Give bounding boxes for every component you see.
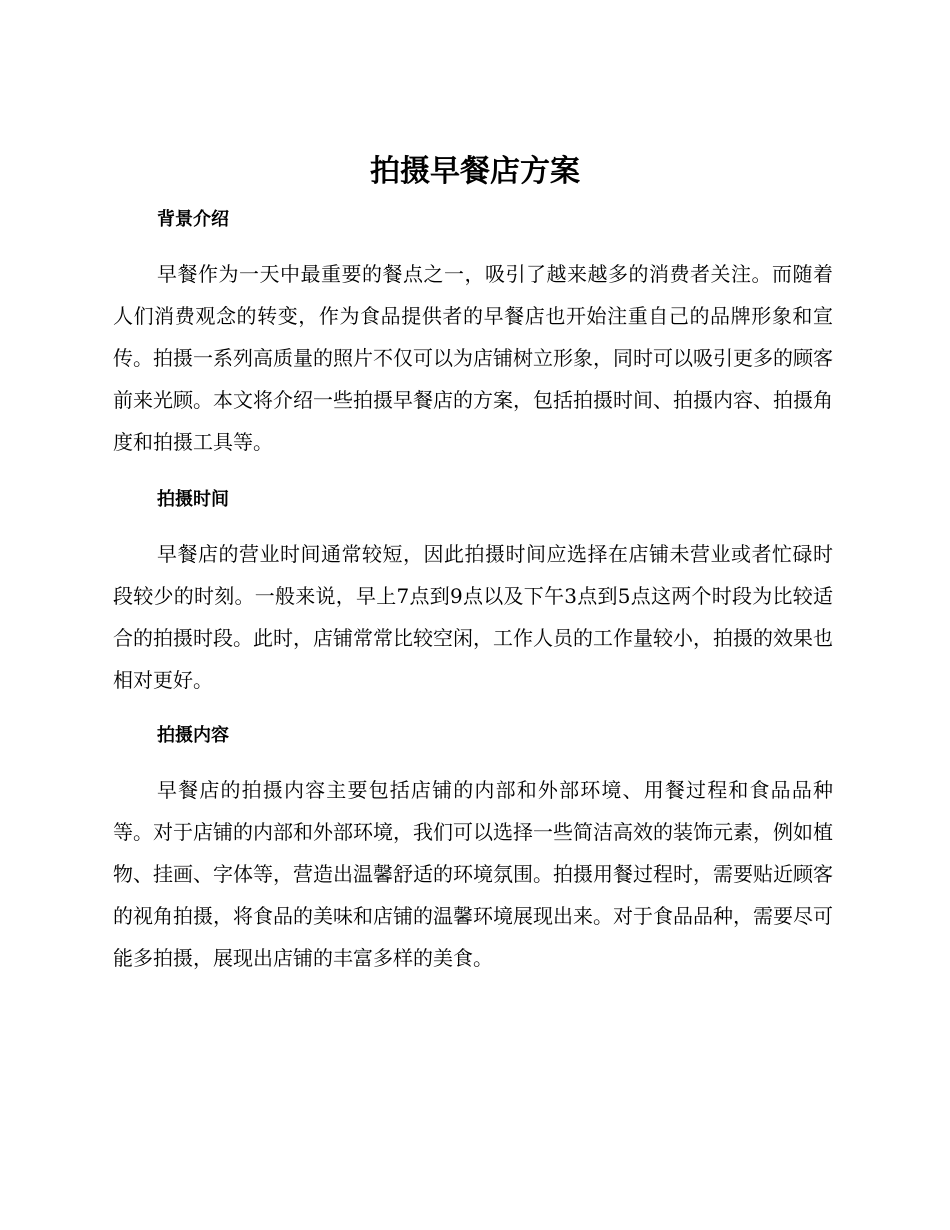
section-background — [113, 207, 833, 463]
section-paragraph: 早餐店的拍摄内容主要包括店铺的内部和外部环境、用餐过程和食品品种等。对于店铺的内部和外部环境，我们可以选择一些简洁高效的装饰元素，例如植物、挂画、字体等，营造出温馨舒适的环境氛围。拍摄用餐过程时，需要贴近顾客的视角拍摄，将食品的美味和店铺的温馨环境展现出来。对于食品品种，需要尽可能多拍摄，展现出店铺的丰富多样的美食。 — [113, 778, 833, 970]
section-paragraph: 早餐作为一天中最重要的餐点之一，吸引了越来越多的消费者关注。而随着人们消费观念的转变，作为食品提供者的早餐店也开始注重自己的品牌形象和宣传。拍摄一系列高质量的照片不仅可以为店铺树立形象，同时可以吸引更多的顾客前来光顾。本文将介绍一些拍摄早餐店的方案，包括拍摄时间、拍摄内容、拍摄角度和拍摄工具等。 — [113, 262, 833, 454]
document-title: 拍摄早餐店方案 — [370, 154, 580, 189]
section-heading: 背景介绍 — [157, 209, 229, 230]
section-paragraph: 早餐店的营业时间通常较短，因此拍摄时间应选择在店铺未营业或者忙碌时段较少的时刻。一般来说，早上7点到9点以及下午3点到5点这两个时段为比较适合的拍摄时段。此时，店铺常常比较空闲，工作人员的工作量较小，拍摄的效果也相对更好。 — [113, 542, 833, 692]
section-shooting-time — [113, 487, 833, 701]
section-heading: 拍摄内容 — [157, 725, 229, 746]
section-heading: 拍摄时间 — [157, 489, 229, 510]
section-shooting-content — [113, 723, 833, 979]
